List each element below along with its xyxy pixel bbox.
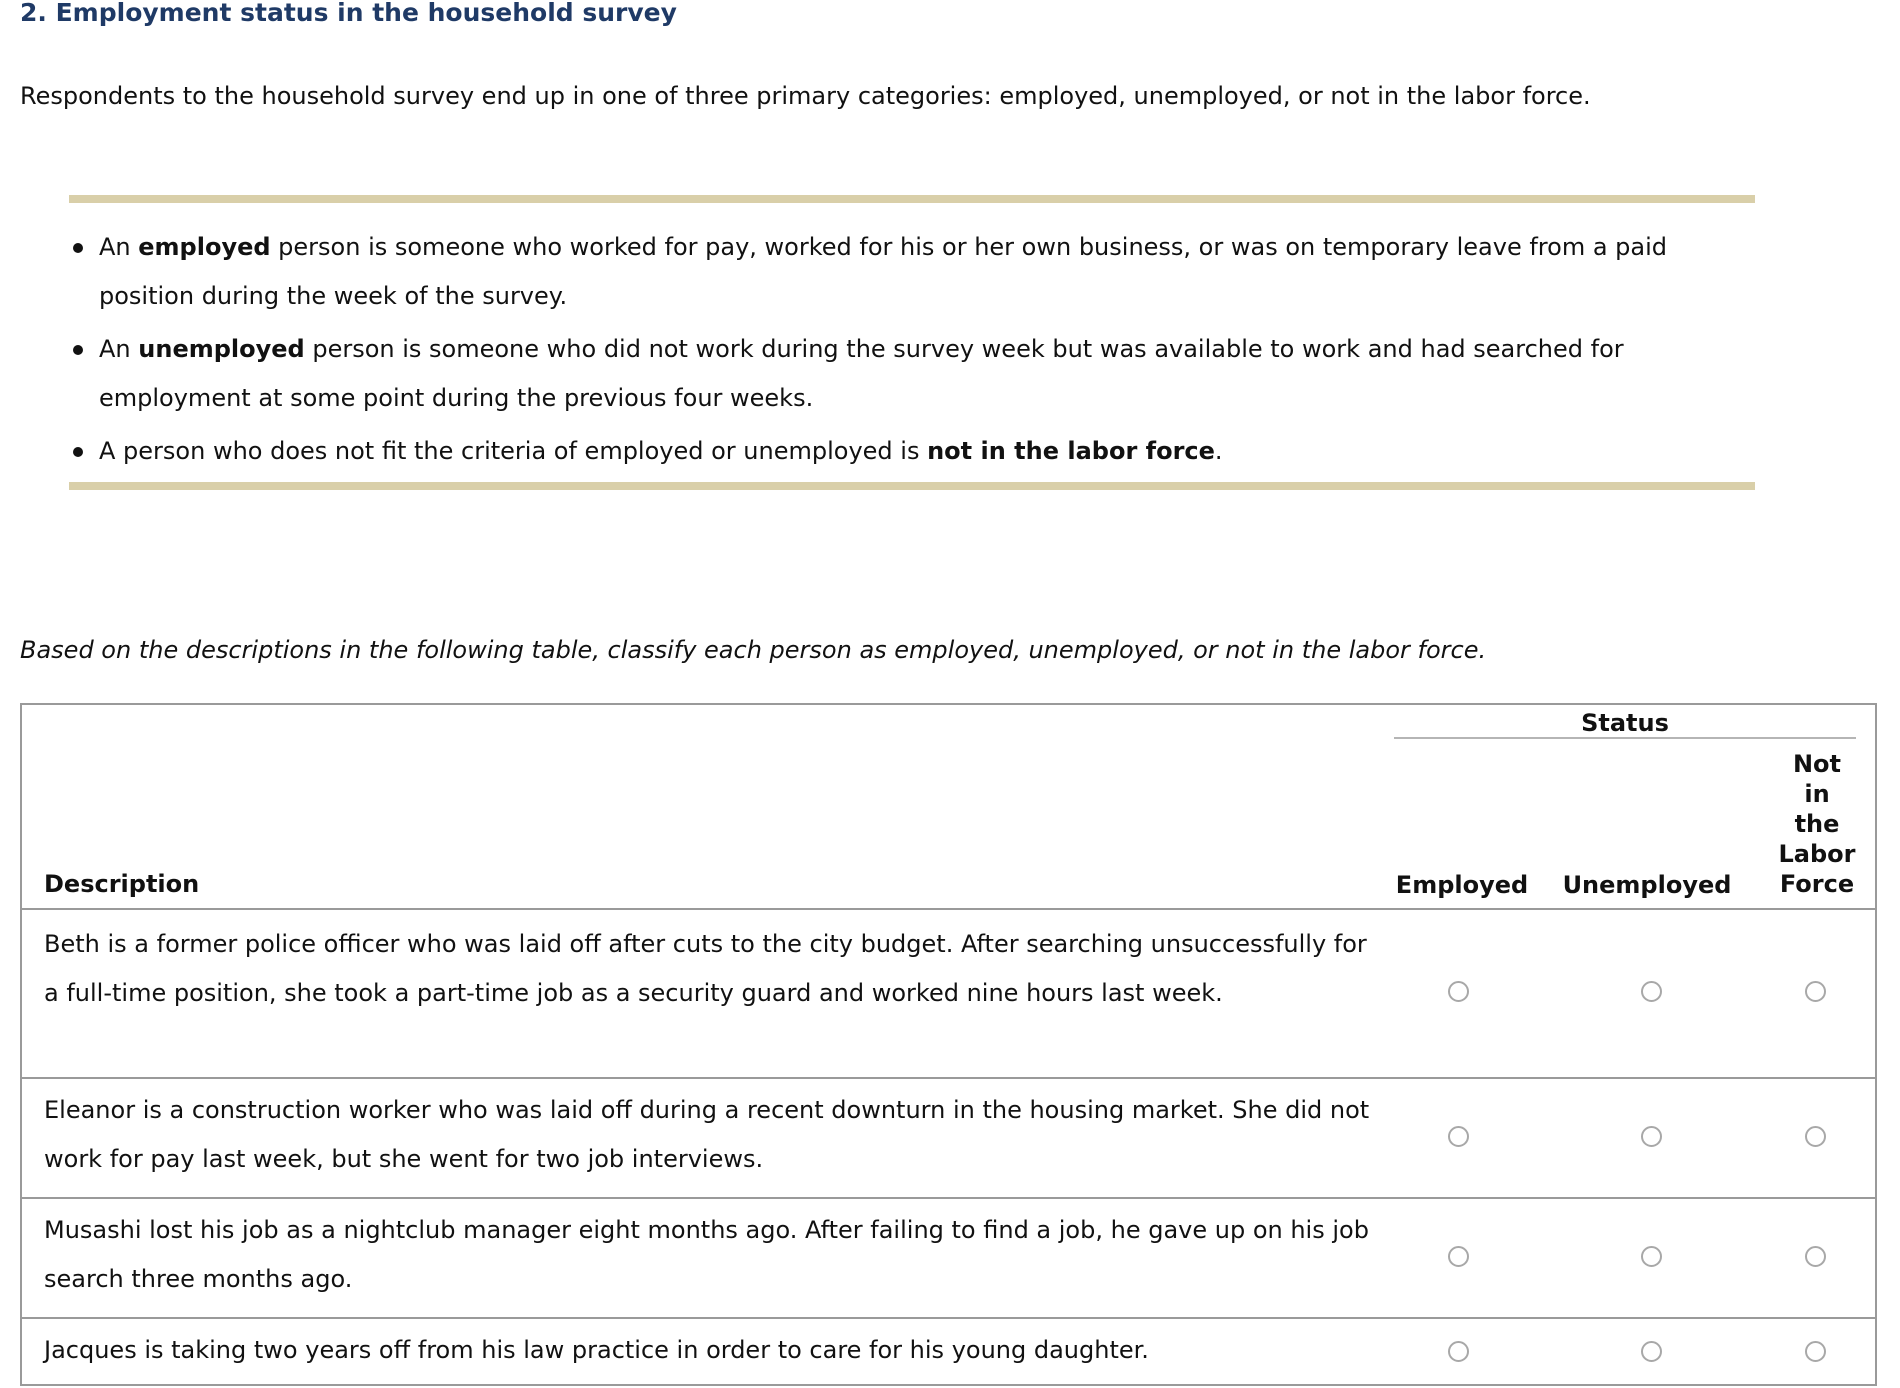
employed-header: Employed xyxy=(1395,871,1529,899)
nilf-header-line: Force xyxy=(1779,870,1855,898)
table-row-musashi xyxy=(22,1197,1875,1319)
radio-employed[interactable] xyxy=(1448,1341,1469,1362)
radio-unemployed[interactable] xyxy=(1641,1246,1662,1267)
definition-text: . xyxy=(1214,437,1223,465)
unemployed-header: Unemployed xyxy=(1562,871,1732,899)
radio-unemployed[interactable] xyxy=(1641,1341,1662,1362)
definition-unemployed xyxy=(71,325,1709,423)
bullet-icon xyxy=(73,345,83,355)
definition-text: person is someone who worked for pay, worked for his or her own business, or was on temporary leave from a paid position during the week of the survey. xyxy=(99,233,1667,310)
definition-nilf xyxy=(71,427,1709,476)
definition-employed xyxy=(71,223,1709,321)
radio-unemployed[interactable] xyxy=(1641,1126,1662,1147)
row-description: Jacques is taking two years off from his law practice in order to care for his young daughter. xyxy=(44,1336,1149,1364)
radio-nilf[interactable] xyxy=(1805,981,1826,1002)
section-title: 2. Employment status in the household survey xyxy=(20,0,677,27)
table-header xyxy=(22,705,1875,910)
radio-employed[interactable] xyxy=(1448,1126,1469,1147)
row-description: Eleanor is a construction worker who was laid off during a recent downturn in the housing market. She did not work for pay last week, but she went for two job interviews. xyxy=(44,1096,1370,1173)
table-row-eleanor xyxy=(22,1077,1875,1199)
nilf-header-line: Labor xyxy=(1778,840,1856,868)
definition-term: unemployed xyxy=(138,335,305,363)
nilf-header xyxy=(1774,749,1860,899)
nilf-header-line: in xyxy=(1804,780,1830,808)
bullet-icon xyxy=(73,447,83,457)
radio-unemployed[interactable] xyxy=(1641,981,1662,1002)
description-header: Description xyxy=(44,870,200,898)
definition-text: An xyxy=(99,335,139,363)
nilf-header-line: Not xyxy=(1792,750,1842,778)
definition-term: employed xyxy=(138,233,271,261)
status-divider xyxy=(1394,737,1856,739)
definitions-list xyxy=(69,223,1709,476)
row-description: Musashi lost his job as a nightclub manager eight months ago. After failing to find a job, he gave up on his job search three months ago. xyxy=(44,1216,1369,1293)
radio-nilf[interactable] xyxy=(1805,1246,1826,1267)
radio-employed[interactable] xyxy=(1448,1246,1469,1267)
row-description: Beth is a former police officer who was laid off after cuts to the city budget. After searching unsuccessfully for a full-time position, she took a part-time job as a security guard and worked nine hours last week. xyxy=(44,930,1367,1007)
bullet-icon xyxy=(73,243,83,253)
definition-text: person is someone who did not work during the survey week but was available to work and had searched for employment at some point during the previous four weeks. xyxy=(99,335,1624,412)
definition-term: not in the labor force xyxy=(927,437,1215,465)
table-row-beth xyxy=(22,908,1875,1079)
nilf-header-line: the xyxy=(1794,810,1840,838)
definitions-box xyxy=(69,195,1755,490)
radio-employed[interactable] xyxy=(1448,981,1469,1002)
definition-text: An xyxy=(99,233,139,261)
radio-nilf[interactable] xyxy=(1805,1341,1826,1362)
definition-text: A person who does not fit the criteria of employed or unemployed is xyxy=(99,437,928,465)
intro-text: Respondents to the household survey end up in one of three primary categories: employed, unemployed, or not in the labor force. xyxy=(20,82,1591,110)
status-header: Status xyxy=(1581,709,1669,737)
instruction-text: Based on the descriptions in the following table, classify each person as employed, unemployed, or not in the labor force. xyxy=(20,636,1487,664)
classification-table xyxy=(20,703,1877,1386)
table-row-jacques xyxy=(22,1317,1875,1388)
radio-nilf[interactable] xyxy=(1805,1126,1826,1147)
